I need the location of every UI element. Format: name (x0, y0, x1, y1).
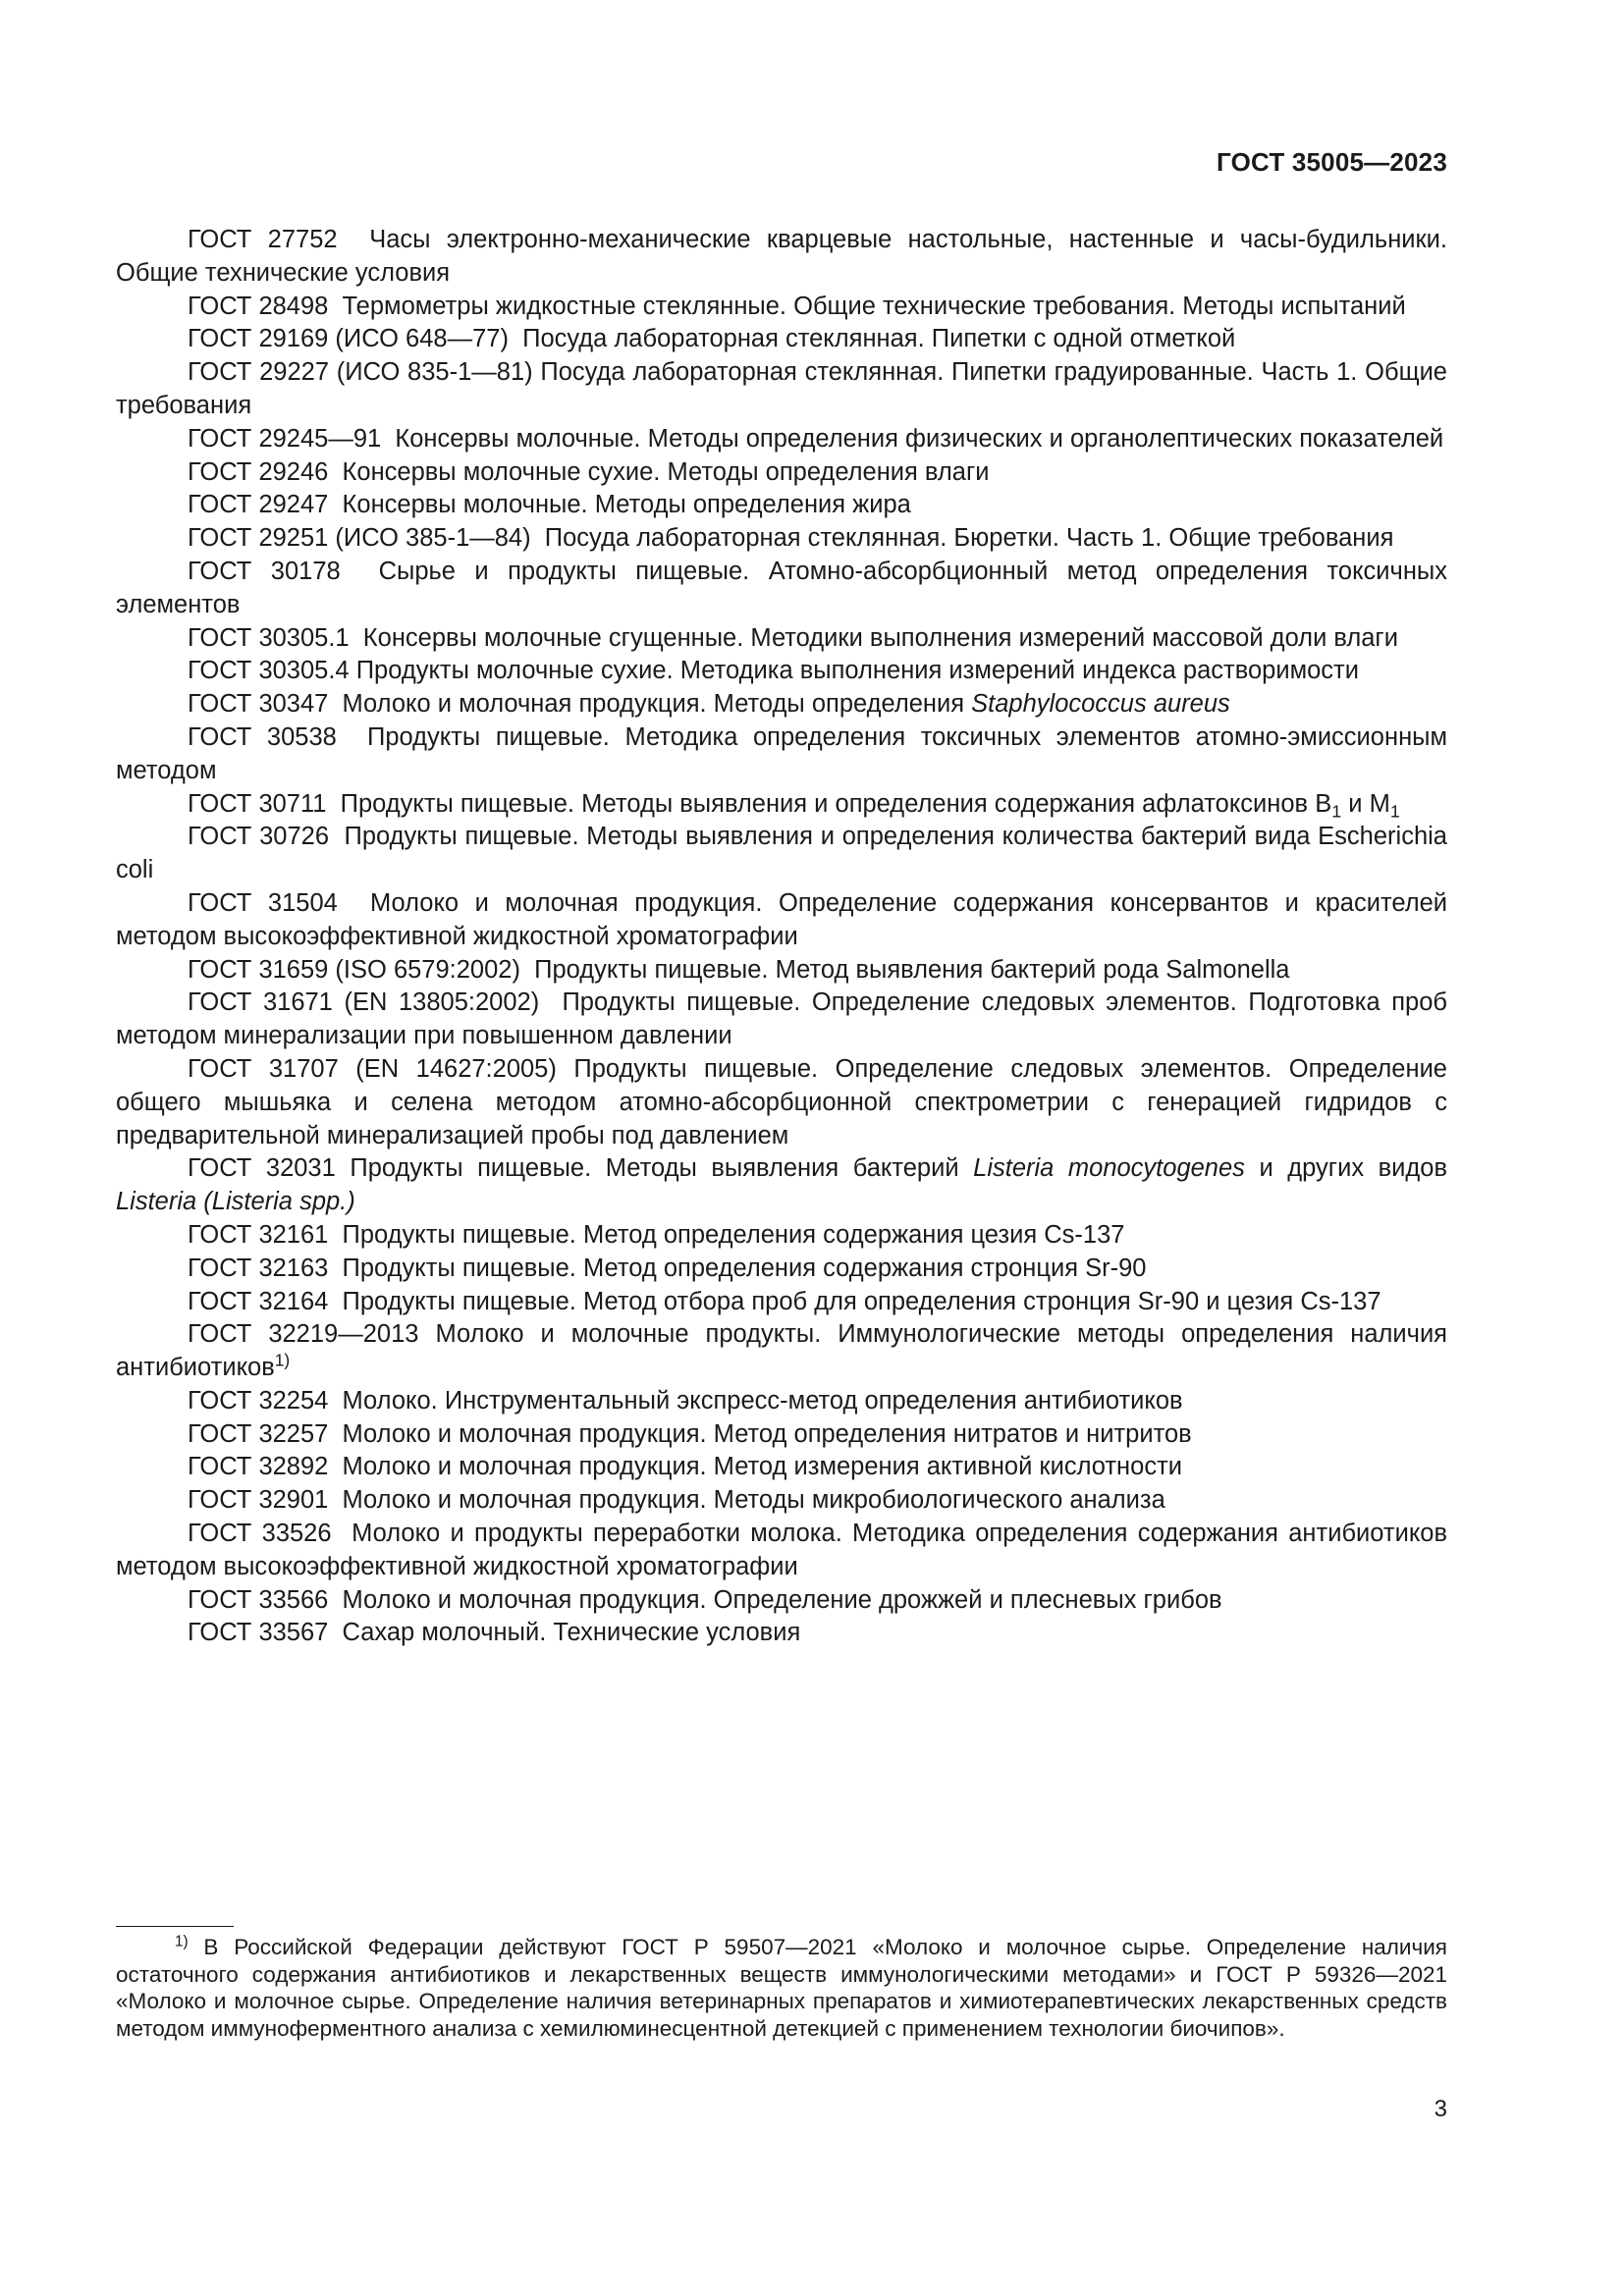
reference-code: ГОСТ 29169 (ИСО 648—77) (188, 325, 509, 353)
aflatoxin-m-subscript: 1 (1389, 800, 1400, 821)
reference-code: ГОСТ 28498 (188, 292, 329, 320)
reference-entry (116, 291, 1447, 324)
reference-entry (116, 821, 1447, 887)
reference-title: Термометры жидкостные стеклянные. Общие технические требования. Методы испытаний (342, 292, 1406, 320)
reference-entry (116, 1253, 1447, 1286)
reference-entry (116, 456, 1447, 490)
reference-title: Молоко и молочная продукция. Определение дрожжей и плесневых грибов (342, 1585, 1222, 1614)
reference-code: ГОСТ 30347 (188, 690, 329, 719)
reference-title: Продукты пищевые. Метод определения содержания стронция Sr-90 (342, 1254, 1147, 1282)
reference-entry (116, 721, 1447, 788)
reference-entry (116, 887, 1447, 954)
reference-entry (116, 1286, 1447, 1319)
footnote (116, 1934, 1447, 2043)
reference-entry (116, 1318, 1447, 1385)
reference-code: ГОСТ 32219—2013 (188, 1320, 419, 1349)
reference-title: Продукты пищевые. Методы выявления бактерий (350, 1154, 959, 1183)
reference-title: Молоко и молочная продукция. Определение содержания консервантов и красителей методом высокоэффективной жидкостной хроматографии (116, 888, 1447, 950)
reference-entry (116, 1484, 1447, 1518)
reference-code: ГОСТ 27752 (188, 226, 338, 253)
reference-code: ГОСТ 30726 (188, 823, 330, 851)
reference-code: ГОСТ 32257 (188, 1419, 329, 1448)
reference-code: ГОСТ 31504 (188, 888, 338, 917)
reference-title: Продукты пищевые. Определение следовых элементов. Подготовка проб методом минерализации при повышенном давлении (116, 988, 1448, 1050)
reference-title: Посуда лабораторная стеклянная. Пипетки градуированные. Часть 1. Общие требования (116, 358, 1447, 419)
reference-title: Молоко и молочная продукция. Метод определения нитратов и нитритов (342, 1419, 1192, 1448)
reference-title: Консервы молочные. Методы определения жира (342, 491, 911, 519)
reference-title: Сахар молочный. Технические условия (342, 1619, 801, 1647)
reference-entry (116, 1518, 1447, 1584)
reference-entry (116, 356, 1447, 423)
reference-entry (116, 987, 1447, 1053)
reference-entry (116, 622, 1447, 656)
reference-entry (116, 655, 1447, 688)
reference-code: ГОСТ 30305.1 (188, 623, 350, 652)
reference-code: ГОСТ 29246 (188, 457, 329, 486)
reference-entry (116, 556, 1447, 622)
footnote-text: В Российской Федерации действуют ГОСТ Р 59507—2021 «Молоко и молочное сырье. Определение наличия остаточного содержания антибиотиков и лекарственных веществ иммунологическими методами» и ГОСТ Р 59326—2021 «Молоко и молочное сырье. Определение наличия ветеринарных препаратов и химиотерапевтических лекарственных средств методом иммуноферментного анализа с хемилюминесцентной детекцией с применением технологии биочипов». (116, 1935, 1447, 2042)
reference-entry (116, 1152, 1447, 1219)
footnote-marker: 1) (175, 1933, 189, 1950)
reference-title: Посуда лабораторная стеклянная. Пипетки с одной отметкой (522, 325, 1236, 353)
normative-references-list (116, 224, 1447, 1650)
reference-code: ГОСТ 32254 (188, 1386, 329, 1415)
reference-title: Молоко и продукты переработки молока. Методика определения содержания антибиотиков методом высокоэффективной жидкостной хроматографии (116, 1520, 1448, 1580)
reference-title: Молоко. Инструментальный экспресс-метод определения антибиотиков (342, 1386, 1183, 1415)
reference-code: ГОСТ 29227 (ИСО 835-1—81) (188, 358, 533, 387)
reference-title: Продукты пищевые. Метод отбора проб для определения стронция Sr-90 и цезия Cs-137 (342, 1287, 1381, 1315)
reference-title: Продукты пищевые. Метод выявления бактерий рода Salmonella (534, 955, 1290, 984)
reference-title: Сырье и продукты пищевые. Атомно-абсорбционный метод определения токсичных элементов (116, 557, 1448, 618)
conjunction: и (1348, 789, 1363, 818)
reference-title: Продукты пищевые. Метод определения содержания цезия Cs-137 (342, 1220, 1125, 1249)
reference-title: Продукты пищевые. Методы выявления и определения количества бактерий вида Escherichia coli (116, 823, 1447, 884)
reference-entry (116, 1584, 1447, 1618)
page-header-code: ГОСТ 35005—2023 (1217, 147, 1447, 177)
reference-entry (116, 489, 1447, 522)
reference-entry (116, 1385, 1447, 1418)
aflatoxin-b: B (1315, 789, 1332, 818)
reference-entry (116, 954, 1447, 988)
reference-title: Посуда лабораторная стеклянная. Бюретки. Часть 1. Общие требования (544, 524, 1394, 553)
reference-entry (116, 323, 1447, 356)
reference-title: Консервы молочные сгущенные. Методики выполнения измерений массовой доли влаги (362, 623, 1398, 652)
reference-code: ГОСТ 32031 (188, 1154, 336, 1183)
reference-title: Молоко и молочная продукция. Методы определения (342, 690, 965, 719)
reference-entry (116, 1219, 1447, 1253)
reference-code: ГОСТ 30538 (188, 722, 337, 751)
reference-code: ГОСТ 30178 (188, 557, 341, 585)
aflatoxin-b-subscript: 1 (1331, 800, 1342, 821)
reference-entry (116, 1053, 1447, 1152)
reference-code: ГОСТ 31671 (EN 13805:2002) (188, 988, 540, 1017)
reference-title: Молоко и молочная продукция. Методы микробиологического анализа (342, 1486, 1165, 1515)
reference-code: ГОСТ 33566 (188, 1585, 329, 1614)
reference-entry (116, 423, 1447, 456)
reference-code: ГОСТ 29247 (188, 491, 329, 519)
reference-title: Продукты пищевые. Определение следовых элементов. Определение общего мышьяка и селена методом атомно-абсорбционной спектрометрии с генерацией гидридов с предварительной минерализацией пробы под давлением (116, 1054, 1447, 1149)
reference-code: ГОСТ 31707 (EN 14627:2005) (188, 1054, 557, 1083)
reference-title-italic-2: Listeria (Listeria spp.) (116, 1188, 355, 1216)
reference-code: ГОСТ 30711 (188, 789, 327, 818)
reference-code: ГОСТ 31659 (ISO 6579:2002) (188, 955, 520, 984)
aflatoxin-m: M (1369, 789, 1390, 818)
reference-title: Продукты молочные сухие. Методика выполнения измерений индекса растворимости (355, 657, 1359, 685)
page-number: 3 (1434, 2096, 1447, 2122)
reference-code: ГОСТ 29245—91 (188, 424, 382, 453)
reference-entry (116, 224, 1447, 291)
reference-code: ГОСТ 32892 (188, 1453, 329, 1481)
reference-title: Молоко и молочные продукты. Иммунологические методы определения наличия антибиотиков (116, 1320, 1447, 1382)
reference-code: ГОСТ 33526 (188, 1520, 332, 1548)
reference-code: ГОСТ 32163 (188, 1254, 329, 1282)
reference-title: Консервы молочные сухие. Методы определения влаги (342, 457, 990, 486)
reference-code: ГОСТ 32161 (188, 1220, 329, 1249)
reference-title: Продукты пищевые. Методы выявления и определения содержания афлатоксинов (340, 789, 1309, 818)
reference-entry (116, 522, 1447, 556)
reference-entry (116, 1418, 1447, 1452)
reference-code: ГОСТ 32901 (188, 1486, 329, 1515)
reference-title: Продукты пищевые. Методика определения токсичных элементов атомно-эмиссионным методом (116, 722, 1448, 784)
reference-code: ГОСТ 33567 (188, 1619, 329, 1647)
footnote-separator (116, 1926, 234, 1927)
reference-title: Часы электронно-механические кварцевые настольные, настенные и часы-будильники. Общие технические условия (116, 226, 1448, 287)
reference-code: ГОСТ 30305.4 (188, 657, 350, 685)
reference-title: Молоко и молочная продукция. Метод измерения активной кислотности (342, 1453, 1182, 1481)
reference-title-italic: Staphylococcus aureus (971, 690, 1230, 719)
reference-entry (116, 788, 1447, 822)
reference-title: Консервы молочные. Методы определения физических и органолептических показателей (395, 424, 1444, 453)
reference-title-italic: Listeria monocytogenes (973, 1154, 1245, 1183)
reference-code: ГОСТ 29251 (ИСО 385-1—84) (188, 524, 531, 553)
reference-code: ГОСТ 32164 (188, 1287, 329, 1315)
reference-title-continuation: и других видов (1259, 1154, 1448, 1183)
reference-entry (116, 1617, 1447, 1650)
reference-entry (116, 1451, 1447, 1484)
reference-entry (116, 688, 1447, 721)
footnote-reference-marker[interactable]: 1) (274, 1350, 291, 1370)
